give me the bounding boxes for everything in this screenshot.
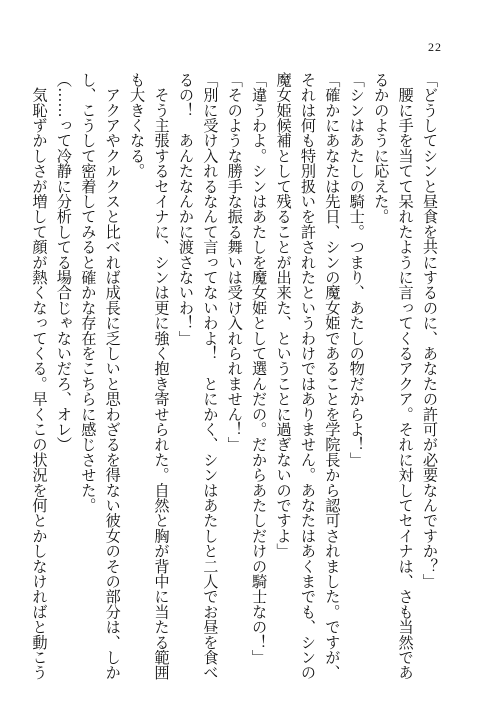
text-line: るかのように応えた。 xyxy=(372,72,391,224)
text-line: も大きくなる。 xyxy=(128,72,147,179)
text-line: 魔女姫候補として残ることが出来た、ということに過ぎないのですよ」 xyxy=(274,72,293,559)
text-line: アクアやクルクスと比べれば成長に乏しいと思わざるを得ない彼女のその部分は、しか xyxy=(103,72,122,680)
text-line: 腰に手を当てて呆れたように言ってくるアクア。それに対してセイナは、さも当然であ xyxy=(396,72,415,680)
text-line: それは何も特別扱いを許されたというわけではありません。あなたはあくまでも、シンの xyxy=(298,72,317,680)
text-line: し、こうして密着してみると確かな存在をこちらに感じさせた。 xyxy=(79,72,98,513)
text-line: 「確かにあなたは先日、シンの魔女姫であることを学院長から認可されました。ですが、 xyxy=(323,72,342,680)
text-line: そう主張するセイナに、シンは更に強く抱き寄せられた。自然と胸が背中に当たる範囲 xyxy=(152,72,171,681)
text-line: 「そのような勝手な振る舞いは受け入れられません！」 xyxy=(225,72,244,452)
text-line: 「別に受け入れるなんて言ってないわよ！ とにかく、シンはあたしと二人でお昼を食べ xyxy=(201,72,220,680)
text-line: 「シンはあたしの騎士。つまり、あたしの物だからよ！」 xyxy=(347,72,366,468)
novel-text-body xyxy=(30,72,442,681)
page-number: 22 xyxy=(428,40,442,54)
text-line: （……って冷静に分析してる場合じゃないだろ、オレ） xyxy=(54,72,73,452)
text-line: 「違うわよ。シンはあたしを魔女姫として選んだの。だからあたしだけの騎士なの！」 xyxy=(250,72,269,665)
text-line: るの！ あんたなんかに渡さないわ！」 xyxy=(176,72,195,346)
text-line: 「どうしてシンと昼食を共にするのに、あなたの許可が必要なんですか？」 xyxy=(421,72,439,589)
text-line: 気恥ずかしさが増して顔が熱くなってくる。早くこの状況を何とかしなければと動こう xyxy=(30,72,49,680)
